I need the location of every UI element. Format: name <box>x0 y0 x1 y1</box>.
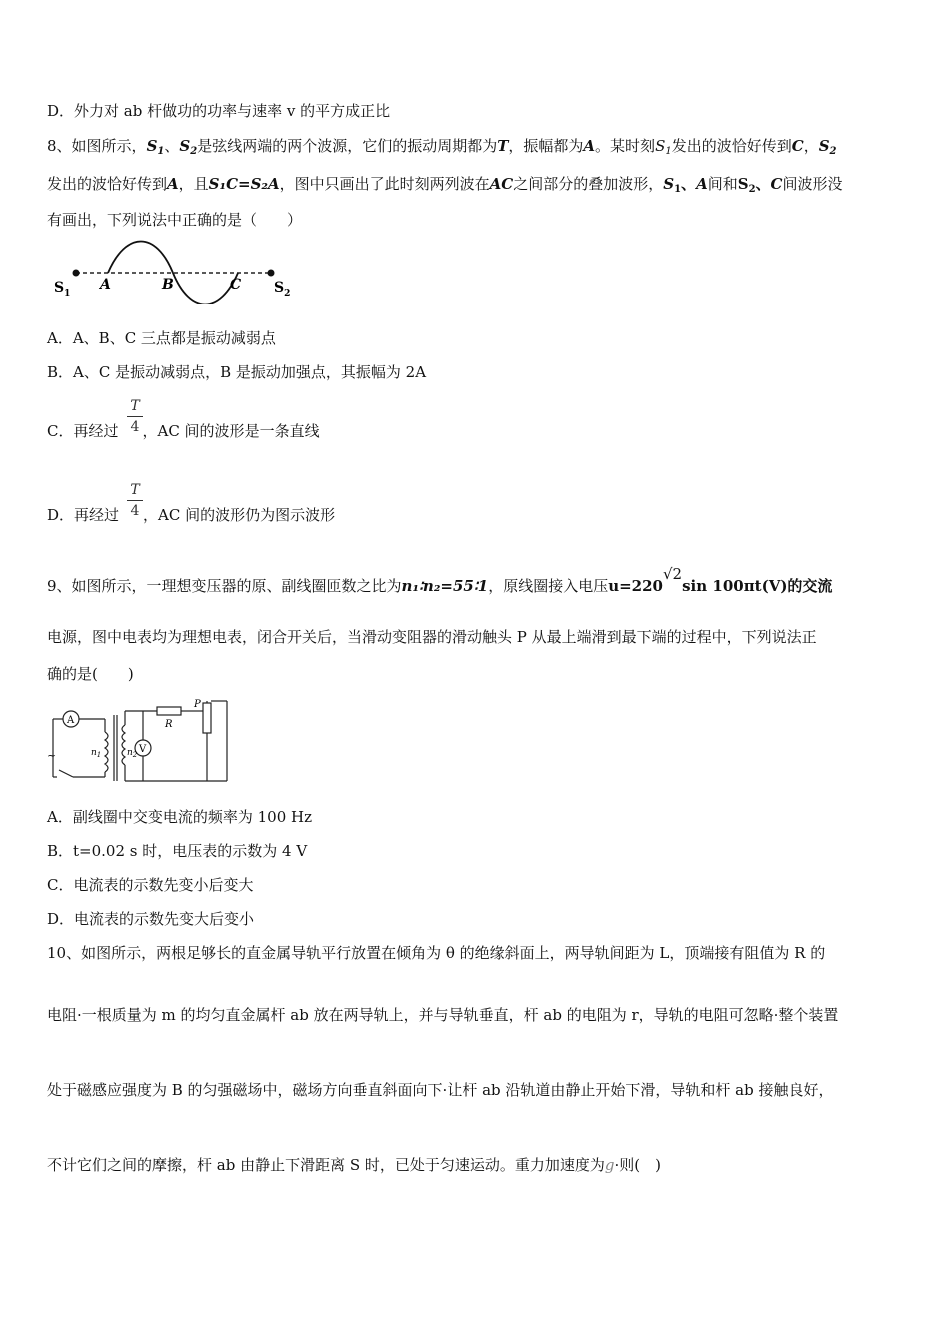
q9-text: ，原线圈接入电压 <box>488 577 609 595</box>
q8-text: 发出的波恰好传到 <box>671 137 792 155</box>
frac-numerator: T <box>130 398 140 414</box>
q9-ac-source: ~ <box>47 749 57 762</box>
q9-sqrt: √2 <box>663 565 683 583</box>
q8-text: 之间部分的叠加波形， <box>513 175 664 193</box>
q8-text: 如图所示， <box>71 137 147 155</box>
q9-resistor-r <box>157 707 181 715</box>
q8-option-d-fraction <box>127 482 143 519</box>
q8-option-d <box>47 505 335 525</box>
q9-secondary-coil <box>122 725 125 765</box>
q8-s1: $S_1$ <box>655 137 672 157</box>
q8-source-s2 <box>268 270 275 277</box>
q7-option-d: D．外力对 ab 杆做功的功率与速率 v 的平方成正比 <box>47 102 391 120</box>
q8-text: 间波形没 <box>782 175 843 193</box>
q10-stem-line-1: 10、如图所示，两根足够长的直金属导轨平行放置在倾角为 θ 的绝缘斜面上，两导轨间距为 L，顶端接有阻值为 R 的 <box>47 944 826 962</box>
q9-voltage: u=220 <box>608 577 663 595</box>
q8-A: A <box>583 137 596 155</box>
q9-option-a: A．副线圈中交变电流的频率为 100 Hz <box>47 808 312 826</box>
q9-option-d: D．电流表的示数先变大后变小 <box>47 910 255 928</box>
q8-s2: $S_2$ <box>179 137 198 157</box>
q8-number: 8、 <box>47 137 72 155</box>
q8-option-c-pre: C．再经过 <box>47 422 119 440</box>
q8-text: 间和 <box>707 175 738 193</box>
q8-s1-a: $S_1$、A <box>663 175 708 195</box>
q9-option-c: C．电流表的示数先变小后变大 <box>47 876 254 894</box>
q8-label-s2: $S_2$ <box>274 280 291 299</box>
q8-text: ，振幅都为 <box>508 137 584 155</box>
q8-text: ，图中只画出了此时刻两列波在 <box>279 175 490 193</box>
q9-label-v: V <box>139 744 147 755</box>
q10-g: g <box>604 1156 615 1174</box>
q8-equation: S₁C=S₂A <box>208 175 280 193</box>
q8-option-b: B．A、C 是振动减弱点，B 是振动加强点，其振幅为 2A <box>47 363 427 381</box>
q9-circuit-figure <box>45 697 245 787</box>
q8-stem-line-1 <box>47 136 837 156</box>
q8-option-c-post: ，AC 间的波形是一条直线 <box>142 422 320 440</box>
q8-A: A <box>167 175 179 193</box>
q9-stem-line-1 <box>47 565 833 596</box>
q8-text: ，且 <box>178 175 209 193</box>
q8-option-d-pre: D．再经过 <box>47 506 120 524</box>
q8-text: 是弦线两端的两个波源，它们的振动周期都为 <box>197 137 498 155</box>
frac-denominator: 4 <box>130 503 140 519</box>
q8-s2-c: $S_2$、C <box>737 175 783 195</box>
q8-stem-line-2 <box>47 174 843 194</box>
q8-AC: AC <box>489 175 514 193</box>
q10-stem-line-3: 处于磁感应强度为 B 的匀强磁场中，磁场方向垂直斜面向下·让杆 ab 沿轨道由静止开始下滑，导轨和杆 ab 接触良好， <box>47 1081 834 1099</box>
q8-T: T <box>497 137 509 155</box>
frac-numerator: T <box>130 482 140 498</box>
q9-stem-line-2: 电源，图中电表均为理想电表，闭合开关后，当滑动变阻器的滑动触头 P 从最上端滑到最下端的过程中，下列说法正 <box>47 628 817 646</box>
frac-denominator: 4 <box>130 419 140 435</box>
q9-text: sin 100πt(V)的交流 <box>682 577 833 595</box>
q10-stem-line-2: 电阻·一根质量为 m 的均匀直金属杆 ab 放在两导轨上，并与导轨垂直，杆 ab 的电阻为 r，导轨的电阻可忽略·整个装置 <box>47 1006 839 1024</box>
q8-label-s1: $S_1$ <box>54 280 71 299</box>
q9-primary-coil <box>105 732 108 772</box>
q9-label-n2: $n_2$ <box>127 748 138 759</box>
q9-label-p: P <box>194 699 201 710</box>
q8-sep: 、 <box>164 137 180 155</box>
q8-source-s1 <box>73 270 80 277</box>
q9-rheostat <box>203 703 211 733</box>
q8-stem-line-3: 有画出，下列说法中正确的是（ ） <box>47 211 303 229</box>
q10-text: 不计它们之间的摩擦，杆 ab 由静止下滑距离 S 时，已处于匀速运动。重力加速度为 <box>47 1156 605 1174</box>
q8-s1: $S_1$ <box>146 137 165 157</box>
q9-option-b: B．t=0.02 s 时，电压表的示数为 4 V <box>47 842 308 860</box>
q8-s2: $S_2$ <box>818 137 837 157</box>
q8-wave-figure <box>46 240 306 304</box>
q8-option-c-fraction <box>127 398 143 435</box>
q8-text: ， <box>803 137 819 155</box>
q8-label-b: B <box>162 277 174 293</box>
q9-switch <box>59 770 73 777</box>
q9-ratio: n₁∶n₂=55∶1 <box>401 577 489 595</box>
q8-label-a: A <box>100 277 111 293</box>
frac-bar <box>127 500 143 501</box>
frac-bar <box>127 416 143 417</box>
q10-text: ·则( ) <box>614 1156 661 1174</box>
q8-option-d-post: ，AC 间的波形仍为图示波形 <box>143 506 336 524</box>
q8-text: 发出的波恰好传到 <box>47 175 168 193</box>
q8-label-c: C <box>230 277 242 293</box>
q9-label-r: R <box>165 719 173 730</box>
q10-stem-line-4 <box>47 1155 661 1175</box>
q8-text: 。某时刻 <box>595 137 656 155</box>
q9-text: 9、如图所示，一理想变压器的原、副线圈匝数之比为 <box>47 577 402 595</box>
q8-C: C <box>791 137 804 155</box>
q8-option-c <box>47 421 320 441</box>
q9-stem-line-3: 确的是( ) <box>47 665 134 683</box>
q9-label-n1: $n_1$ <box>91 748 102 759</box>
q9-label-a: A <box>67 715 75 726</box>
q8-option-a: A．A、B、C 三点都是振动减弱点 <box>47 329 276 347</box>
